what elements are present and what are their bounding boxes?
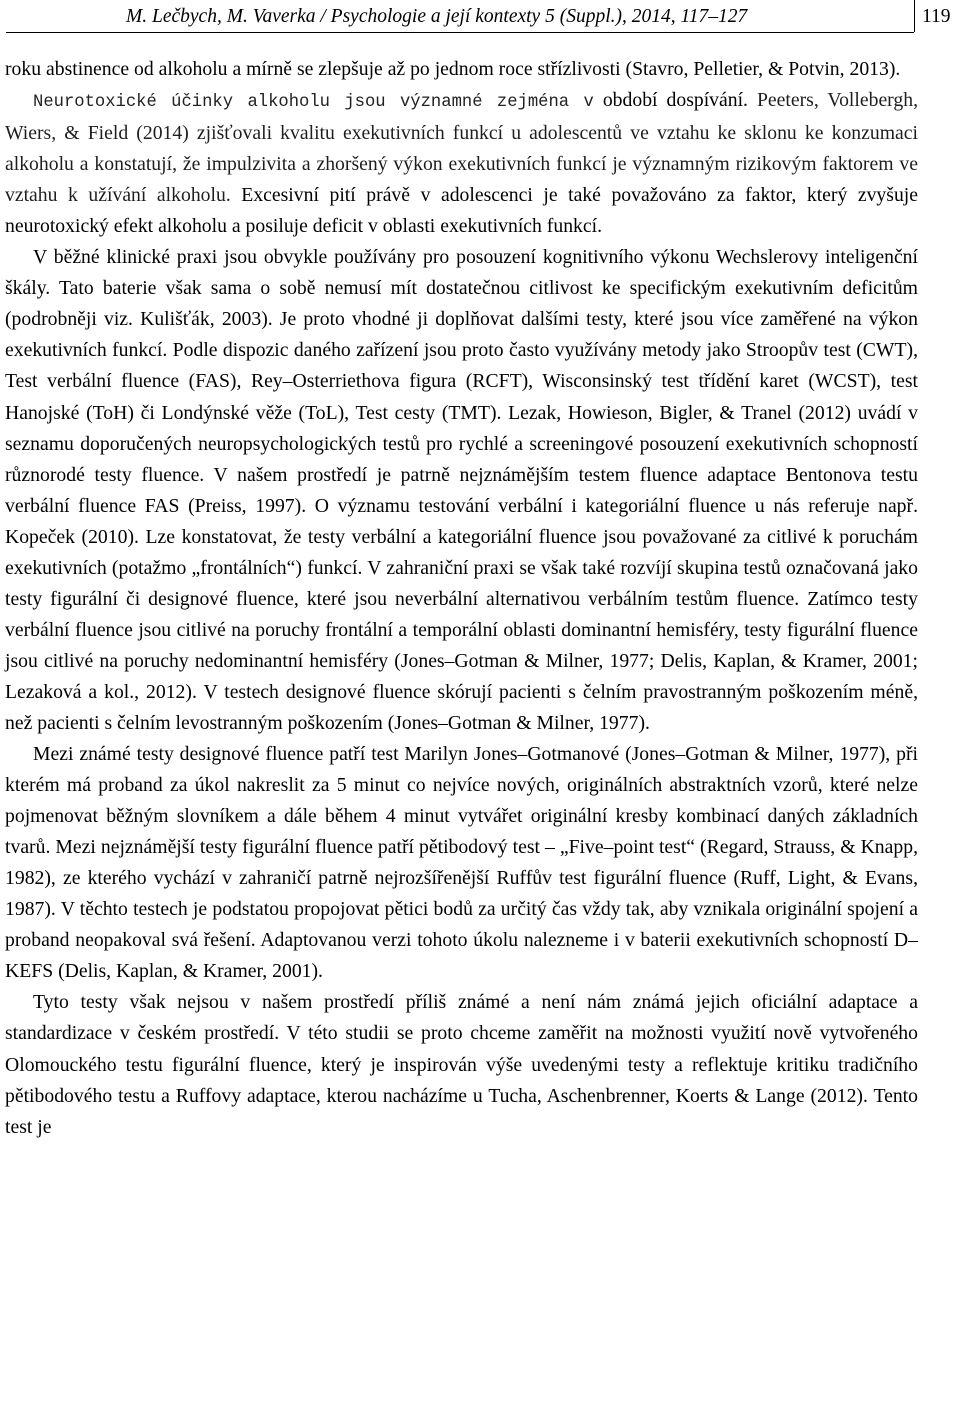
paragraph-2-part-b: Peeters, Vollebergh, Wiers, & Field (2014) zjišťovali kvalitu exekutivních funkcí u adolescentů ve vztahu ke sklonu ke konzumaci alkoholu a konstatují, že impulzivita a zhoršený výkon exekutivních funkcí je významným rizikovým faktorem ve vztahu k užívání alkoholu. <box>5 89 918 207</box>
header-rule <box>6 32 914 33</box>
paragraph-1-text: roku abstinence od alkoholu a mírně se zlepšuje až po jednom roce střízlivosti (Stavro, Pelletier, & Potvin, 2013). <box>5 58 901 80</box>
running-header <box>6 0 954 40</box>
paragraph-2-intro: Neurotoxické účinky alkoholu jsou významné zejména v <box>33 93 594 113</box>
body-text <box>5 54 918 1143</box>
paragraph-4-text: Mezi známé testy designové fluence patří test Marilyn Jones–Gotmanové (Jones–Gotman & Milner, 1977), při kterém má proband za úkol nakreslit za 5 minut co nejvíce nových, originálních abstraktních vzorů, které nelze pojmenovat běžným slovníkem a dále během 4 minut vytvářet originální kresby kombinací daných základních tvarů. Mezi nejznámější testy figurální fluence patří pětibodový test – „Five–point test“ (Regard, Strauss, & Knapp, 1982), ze kterého vychází v zahraničí patrně nejrozšířenější Ruffův test figurální fluence (Ruff, Light, & Evans, 1987). V těchto testech je podstatou propojovat pětici bodů za určitý čas vždy tak, aby vznikala originální spojení a proband neopakoval svá řešení. Adaptovanou verzi tohoto úkolu nalezneme i v baterii exekutivních schopností D–KEFS (Delis, Kaplan, & Kramer, 2001). <box>5 743 918 983</box>
paragraph-2-part-c: Excesivní pití právě v adolescenci je také považováno za faktor, který zvyšuje neurotoxický efekt alkoholu a posiluje deficit v oblasti exekutivních funkcí. <box>5 184 918 238</box>
page-number: 119 <box>922 6 951 27</box>
paragraph-3-text: V běžné klinické praxi jsou obvykle používány pro posouzení kognitivního výkonu Wechslerovy inteligenční škály. Tato baterie však sama o sobě nemusí mít dostatečnou citlivost ke specifickým exekutivním deficitům (podrobněji viz. Kulišťák, 2003). Je proto vhodné ji doplňovat dalšími testy, které jsou více zaměřené na výkon exekutivních funkcí. Podle dispozic daného zařízení jsou proto často využívány metody jako Stroopův test (CWT), Test verbální fluence (FAS), Rey–Osterriethova figura (RCFT), Wisconsinský test třídění karet (WCST), test Hanojské (ToH) či Londýnské věže (ToL), Test cesty (TMT). Lezak, Howieson, Bigler, & Tranel (2012) uvádí v seznamu doporučených neuropsychologických testů pro rychlé a screeningové posouzení exekutivních schopností různorodé testy fluence. V našem prostředí je patrně nejznámějším testem fluence adaptace Bentonova testu verbální fluence FAS (Preiss, 1997). O významu testování verbální i kategoriální fluence u nás referuje např. Kopeček (2010). Lze konstatovat, že testy verbální a kategoriální fluence jsou považované za citlivé k poruchám exekutivních (potažmo „frontálních“) funkcí. V zahraniční praxi se však také rozvíjí skupina testů označovaná jako testy figurální či designové fluence, které jsou neverbální alternativou verbálním testům fluence. Zatímco testy verbální fluence jsou citlivé na poruchy frontální a temporální oblasti dominantní hemisféry, testy figurální fluence jsou citlivé na poruchy nedominantní hemisféry (Jones–Gotman & Milner, 1977; Delis, Kaplan, & Kramer, 2001; Lezaková a kol., 2012). V testech designové fluence skórují pacienti s čelním pravostranným poškozením méně, než pacienti s čelním levostranným poškozením (Jones–Gotman & Milner, 1977). <box>5 246 918 734</box>
paragraph-5 <box>5 987 918 1142</box>
paragraph-2-part-a: období dospívání. <box>593 89 748 112</box>
header-citation: M. Lečbych, M. Vaverka / Psychologie a její kontexty 5 (Suppl.), 2014, 117–127 <box>126 6 748 27</box>
paragraph-4 <box>5 739 918 987</box>
paragraph-1 <box>5 54 918 85</box>
paragraph-3 <box>5 242 918 739</box>
paragraph-2 <box>5 85 918 242</box>
paragraph-5-text: Tyto testy však nejsou v našem prostředí příliš známé a není nám známá jejich oficiální adaptace a standardizace v českém prostředí. V této studii se proto chceme zaměřit na možnosti využití nově vytvořeného Olomouckého testu figurální fluence, který je inspirován výše uvedenými testy a reflektuje kritiku tradičního pětibodového testu a Ruffovy adaptace, kterou nacházíme u Tucha, Aschenbrenner, Koerts & Lange (2012). Tento test je <box>5 991 918 1138</box>
